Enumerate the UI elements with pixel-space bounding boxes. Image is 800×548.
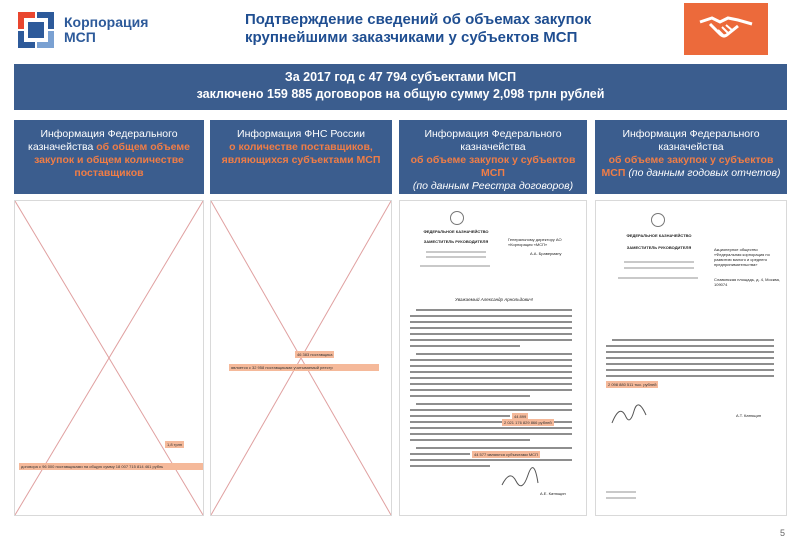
column-4-highlight: об объеме закупок у субъектов МСП — [601, 154, 774, 179]
doc2-role: ЗАМЕСТИТЕЛЬ РУКОВОДИТЕЛЯ — [626, 245, 692, 250]
doc1-addressee-name: А.А. Браверману — [530, 251, 562, 256]
banner-line1: За 2017 год с 47 794 субъектами МСП — [284, 70, 517, 84]
doc1-org: ФЕДЕРАЛЬНОЕ КАЗНАЧЕЙСТВО — [423, 229, 489, 234]
column-1-highlight: об общем объеме закупок и общем количестве поставщиков — [34, 141, 190, 179]
missing-image-cross-icon — [211, 201, 391, 515]
column-header-2 — [210, 120, 392, 194]
signature-icon — [608, 401, 648, 427]
doc1-signer: А.Е. Катющин — [540, 491, 566, 496]
title-line1: Подтверждение сведений об объемах закупок — [245, 11, 592, 28]
doc1-highlight-1: 44 899 — [514, 414, 527, 419]
handshake-tile — [684, 3, 768, 55]
column-4-note: (по данным годовых отчетов) — [628, 167, 781, 179]
corporation-msp-logo-icon — [18, 12, 54, 48]
page-number: 5 — [780, 528, 786, 538]
coat-of-arms-icon — [651, 213, 665, 227]
doc2-addressee: Акционерное общество «Федеральная корпорация по развитию малого и среднего предпринимательства» — [714, 247, 770, 267]
panel-1-note-main: договора с 96 000 поставщиками на общую сумму 18 007 715 814 461 рубль — [19, 463, 203, 470]
doc1-highlight-2: 2 021 176 829 866 рублей — [504, 420, 552, 425]
logo-line1: Корпорация — [64, 14, 149, 30]
panel-2-note-top: 46 383 поставщика — [297, 352, 333, 357]
title-line2: крупнейшими заказчиками у субъектов МСП — [245, 29, 578, 46]
column-2-highlight: о количестве поставщиков, являющихся субъектами МСП — [221, 141, 381, 166]
column-4-plain: Информация Федерального казначейства — [622, 128, 760, 153]
doc1-role: ЗАМЕСТИТЕЛЬ РУКОВОДИТЕЛЯ — [423, 239, 489, 244]
signature-icon — [500, 467, 540, 489]
logo-line2: МСП — [64, 29, 96, 45]
column-2-plain: Информация ФНС России — [237, 128, 365, 140]
page-title — [245, 11, 625, 47]
doc1-highlight-3: 44 577 являются субъектами МСП — [474, 452, 538, 457]
panel-1-note-top: 1,8 трлн — [167, 442, 183, 447]
column-header-3 — [399, 120, 587, 194]
document-placeholder-1 — [14, 200, 204, 516]
doc2-highlight: 2 098 880 511 тыс. рублей — [608, 382, 657, 387]
doc2-org: ФЕДЕРАЛЬНОЕ КАЗНАЧЕЙСТВО — [626, 233, 692, 238]
column-3-plain: Информация Федерального казначейства — [424, 128, 562, 153]
column-header-4 — [595, 120, 787, 194]
summary-banner — [14, 64, 787, 110]
coat-of-arms-icon — [450, 211, 464, 225]
panel-2-note-main: является с 32 958 поставщиками учитываемый реестр — [229, 364, 379, 371]
doc1-addressee: Генеральному директору АО «Корпорация «МСП» — [508, 237, 562, 247]
doc1-greeting: Уважаемый Александр Арнольдович! — [454, 297, 534, 302]
logo-text — [64, 15, 148, 45]
doc2-address: Славянская площадь, д. 4, Москва, 109074 — [714, 277, 780, 287]
company-logo — [18, 12, 208, 48]
doc2-signer: А.Т. Катющин — [736, 413, 762, 418]
document-placeholder-2 — [210, 200, 392, 516]
banner-line2: заключено 159 885 договоров на общую сумму 2,098 трлн рублей — [196, 87, 605, 101]
treasury-letter-annual-reports — [595, 200, 787, 516]
column-3-note: (по данным Реестра договоров) — [412, 180, 574, 192]
column-header-1 — [14, 120, 204, 194]
treasury-letter-registry — [399, 200, 587, 516]
column-1-plain: Информация Федерального казначейства — [28, 128, 178, 153]
handshake-icon — [698, 14, 754, 44]
column-3-highlight: об объеме закупок у субъектов МСП — [410, 154, 576, 179]
